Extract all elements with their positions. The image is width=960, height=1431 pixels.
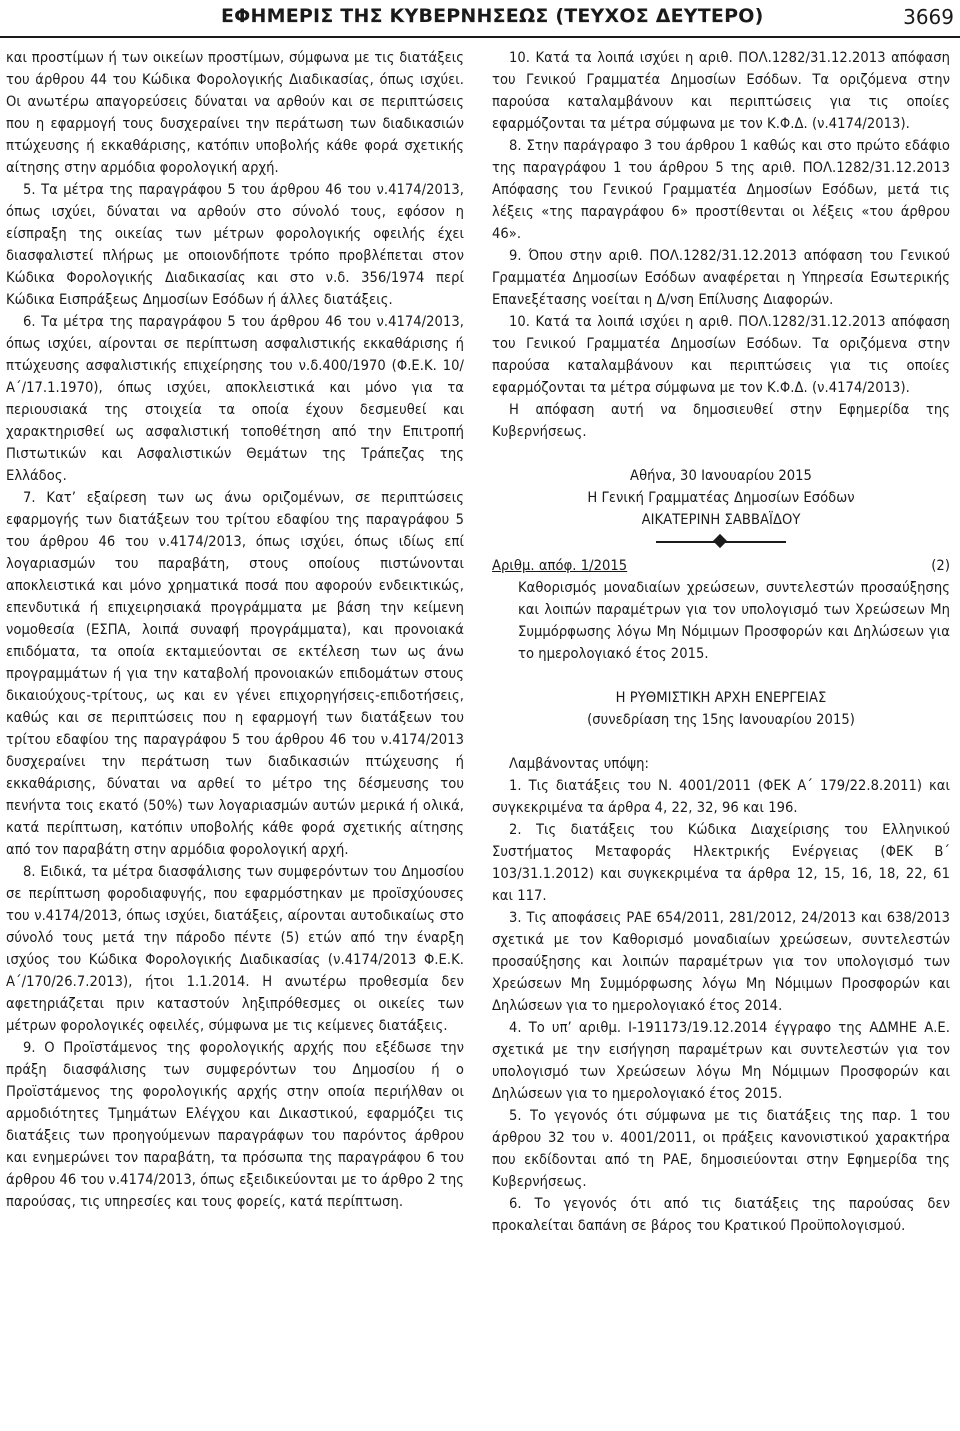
consideration-6: 6. Το γεγονός ότι από τις διατάξεις της παρούσας δεν προκαλείται δαπάνη σε βάρος του Κρατικού Προϋπολογισμού. <box>492 1195 950 1234</box>
authority-name: Η ΡΥΘΜΙΣΤΙΚΗ ΑΡΧΗ ΕΝΕΡΓΕΙΑΣ <box>615 689 827 706</box>
paragraph-continued: και προστίμων ή των οικείων προστίμων, σύμφωνα με τις διατάξεις του άρθρου 44 του Κώδικα Φορολογικής Διαδικασίας, όπως ισχύει. Οι ανωτέρω απαγορεύσεις δύναται να αρθούν και σε περιπτώσεις που η εφαρμογή τους δυσχεραίνει την περάτωση των διαδικασιών πτώχευσης ή εκκαθάρισης, κατόπιν υποβολής κάθε φορά σχετικής αίτησης στην αρμόδια φορολογική αρχή. <box>6 49 464 176</box>
decision-index: (2) <box>931 557 950 574</box>
consideration-3: 3. Τις αποφάσεις ΡΑΕ 654/2011, 281/2012, 24/2013 και 638/2013 σχετικά με τον Καθορισμό μοναδιαίων χρεώσεων, συντελεστών προσαύξησης και λοιπών παραμέτρων για τον υπολογισμό των Χρεώσεων Μη Συμμόρφωσης λόγω Μη Νόμιμων Προσφορών και Δηλώσεων για το ημερολογιακό έτος 2014. <box>492 909 950 1014</box>
spacer <box>492 731 950 753</box>
consideration-1: 1. Τις διατάξεις του Ν. 4001/2011 (ΦΕΚ Α΄ 179/22.8.2011) και συγκεκριμένα τα άρθρα 4, 22, 32, 96 και 196. <box>492 777 950 816</box>
article-paragraph-8: 8. Στην παράγραφο 3 του άρθρου 1 καθώς και στο πρώτο εδάφιο της παραγράφου 1 του άρθρου 5 της αριθ. ΠΟΛ.1282/31.12.2013 Απόφασης του Γενικού Γραμματέα Δημοσίων Εσόδων, μετά τις λέξεις «της παραγράφου 6» προστίθενται οι λέξεις «του άρθρου 46». <box>492 137 950 242</box>
decision-heading <box>492 555 950 577</box>
consideration-5: 5. Το γεγονός ότι σύμφωνα με τις διατάξεις της παρ. 1 του άρθρου 32 του ν. 4001/2011, οι πράξεις κανονιστικού χαρακτήρα που εκδίδονται από τη ΡΑΕ, δημοσιεύονται στην Εφημερίδα της Κυβερνήσεως. <box>492 1107 950 1190</box>
considering-heading: Λαμβάνοντας υπόψη: <box>509 755 649 772</box>
spacer <box>492 665 950 687</box>
section-divider <box>656 537 786 547</box>
decision-title: Καθορισμός μοναδιαίων χρεώσεων, συντελεστών προσαύξησης και λοιπών παραμέτρων για τον υπολογισμό των Χρεώσεων Μη Συμμόρφωσης λόγω Μη Νόμιμων Προσφορών και Δηλώσεων για το ημερολογιακό έτος 2015. <box>518 579 950 662</box>
right-column <box>492 47 950 1237</box>
paragraph-8: 8. Ειδικά, τα μέτρα διασφάλισης των συμφερόντων του Δημοσίου σε περίπτωση φοροδιαφυγής, που εφαρμόστηκαν με προϊσχύουσες του ν.4174/2013, όπως ισχύει, διατάξεις, αίρονται αυτοδικαίως στο σύνολό τους μετά την πάροδο πέντε (5) ετών από την έναρξη ισχύος του Κώδικα Φορολογικής Διαδικασίας (ν.4174/2013 Φ.Ε.Κ. Α΄/170/26.7.2013), ήτοι 1.1.2014. Η ανωτέρω προθεσμία δεν αφετηριάζεται πριν καταστούν ληξιπρόθεσμες οι οικείες των μέτρων φορολογικές οφειλές, σύμφωνα με τις κείμενες διατάξεις. <box>6 863 464 1034</box>
page-number: 3669 <box>903 5 954 29</box>
signer-name: ΑΙΚΑΤΕΡΙΝΗ ΣΑΒΒΑΪΔΟΥ <box>641 511 801 528</box>
publication-order: Η απόφαση αυτή να δημοσιευθεί στην Εφημερίδα της Κυβερνήσεως. <box>492 401 950 440</box>
paragraph-7: 7. Κατ’ εξαίρεση των ως άνω οριζομένων, σε περιπτώσεις εφαρμογής των διατάξεων του τρίτου εδαφίου της παραγράφου 5 του άρθρου 46 του ν.4174/2013, όπως ισχύει, όπως ιδίως επί λογαριασμών του παραβάτη, στους οποίους πιστώνονται αποκλειστικά και μόνο χρηματικά ποσά που αφορούν ενδεικτικώς, επενδυτικά ή επιχειρησιακά προγράμματα με βάση την κείμενη νομοθεσία (ΕΣΠΑ, λοιπά συναφή προγράμματα), και προνοιακά επιδόματα, τα οποία εκταμιεύονται σε εκτέλεση των ως άνω προγραμμάτων ή για την καταβολή προνοιακών επιδομάτων στους δικαιούχους-τρίτους, ως και εν γένει επιχορηγήσεις-επιδοτήσεις, καθώς και σε περιπτώσεις που η εφαρμογή των διατάξεων του τρίτου εδαφίου της παραγράφου 5 του άρθρου 46 του ν.4174/2013 δυσχεραίνει την περάτωση των διαδικασιών πτώχευσης ή εκκαθάρισης, δύναται να αρθεί το μέτρο της δέσμευσης του πενήντα τοις εκατό (50%) των λογαριασμών αυτών μερικά ή ολικά, κατά περίπτωση, κατόπιν υποβολής κάθε φορά σχετικής αίτησης από τον παραβάτη στην αρμόδια φορολογική αρχή. <box>6 489 464 858</box>
session-date: (συνεδρίαση της 15ης Ιανουαρίου 2015) <box>587 711 855 728</box>
article-paragraph-10: 10. Κατά τα λοιπά ισχύει η αριθ. ΠΟΛ.1282/31.12.2013 απόφαση του Γενικού Γραμματέα Δημοσίων Εσόδων. Τα οριζόμενα στην παρούσα καταλαμβάνουν και περιπτώσεις για τις οποίες εφαρμόζονται τα μέτρα σύμφωνα με τον Κ.Φ.Δ. (ν.4174/2013). <box>492 313 950 396</box>
signer-title: Η Γενική Γραμματέας Δημοσίων Εσόδων <box>587 489 855 506</box>
place-date: Αθήνα, 30 Ιανουαρίου 2015 <box>630 467 812 484</box>
paragraph-10-quoted: 10. Κατά τα λοιπά ισχύει η αριθ. ΠΟΛ.1282/31.12.2013 απόφαση του Γενικού Γραμματέα Δημοσίων Εσόδων. Τα οριζόμενα στην παρούσα καταλαμβάνουν και περιπτώσεις για τις οποίες εφαρμόζονται τα μέτρα σύμφωνα με τον Κ.Φ.Δ. (ν.4174/2013). <box>492 49 950 132</box>
paragraph-9: 9. Ο Προϊστάμενος της φορολογικής αρχής που εξέδωσε την πράξη διασφάλισης των συμφερόντων του Δημοσίου ή ο Προϊστάμενος της φορολογικής αρχής στην οποία περιήλθαν οι αρμοδιότητες Τμημάτων Ελέγχου και Δικαστικού, εφαρμόζει τις διατάξεις των προηγούμενων παραγράφων του παρόντος άρθρου και ενημερώνει τον παραβάτη, τα πρόσωπα της παραγράφου 6 του άρθρου 46 του ν.4174/2013, όπως εξειδικεύονται με το άρθρο 2 της παρούσας, τις υπηρεσίες και τους φορείς, κατά περίπτωση. <box>6 1039 464 1210</box>
page-header <box>0 0 960 38</box>
left-column <box>6 47 464 1213</box>
paragraph-6: 6. Τα μέτρα της παραγράφου 5 του άρθρου 46 του ν.4174/2013, όπως ισχύει, αίρονται σε περίπτωση ασφαλιστικής εκκαθάρισης ή πτώχευσης ασφαλιστικής επιχείρησης του ν.δ.400/1970 (Φ.Ε.Κ. 10/Α΄/17.1.1970), όπως ισχύει, αποκλειστικά και μόνο για τα περιουσιακά της στοιχεία τα οποία έχουν δεσμευθεί και χαρακτηρισθεί ως ασφαλιστική τοποθέτηση από την Επιτροπή Πιστωτικών και Ασφαλιστικών Θεμάτων της Τράπεζας της Ελλάδος. <box>6 313 464 484</box>
diamond-ornament-icon <box>713 534 727 548</box>
article-paragraph-9: 9. Όπου στην αριθ. ΠΟΛ.1282/31.12.2013 απόφαση του Γενικού Γραμματέα Δημοσίων Εσόδων αναφέρεται η Υπηρεσία Εσωτερικής Επανεξέτασης νοείται η Δ/νση Επίλυσης Διαφορών. <box>492 247 950 308</box>
consideration-2: 2. Τις διατάξεις του Κώδικα Διαχείρισης του Ελληνικού Συστήματος Μεταφοράς Ηλεκτρικής Ενέργειας (ΦΕΚ Β΄ 103/31.1.2012) και συγκεκριμένα τα άρθρα 12, 15, 16, 18, 22, 61 και 117. <box>492 821 950 904</box>
gazette-title: ΕΦΗΜΕΡΙΣ ΤΗΣ ΚΥΒΕΡΝΗΣΕΩΣ (ΤΕΥΧΟΣ ΔΕΥΤΕΡΟ) <box>221 5 764 27</box>
decision-number: Αριθμ. απόφ. 1/2015 <box>492 557 628 574</box>
consideration-4: 4. Το υπ’ αριθμ. Ι-191173/19.12.2014 έγγραφο της ΑΔΜΗΕ Α.Ε. σχετικά με την εισήγηση παραμέτρων και συντελεστών για τον υπολογισμό των Χρεώσεων λόγω Μη Νόμιμων Προσφορών και Δηλώσεων για το ημερολογιακό έτος 2015. <box>492 1019 950 1102</box>
paragraph-5: 5. Τα μέτρα της παραγράφου 5 του άρθρου 46 του ν.4174/2013, όπως ισχύει, δύναται να αρθούν στο σύνολό τους, εφόσον η είσπραξη της οικείας των μέτρων φορολογικής οφειλής έχει διασφαλιστεί πλήρως με οποιονδήποτε τρόπο προβλέπεται στον Κώδικα Φορολογικής Διαδικασίας και στο ν.δ. 356/1974 περί Κώδικα Εισπράξεως Δημοσίων Εσόδων ή άλλες διατάξεις. <box>6 181 464 308</box>
spacer <box>492 443 950 465</box>
